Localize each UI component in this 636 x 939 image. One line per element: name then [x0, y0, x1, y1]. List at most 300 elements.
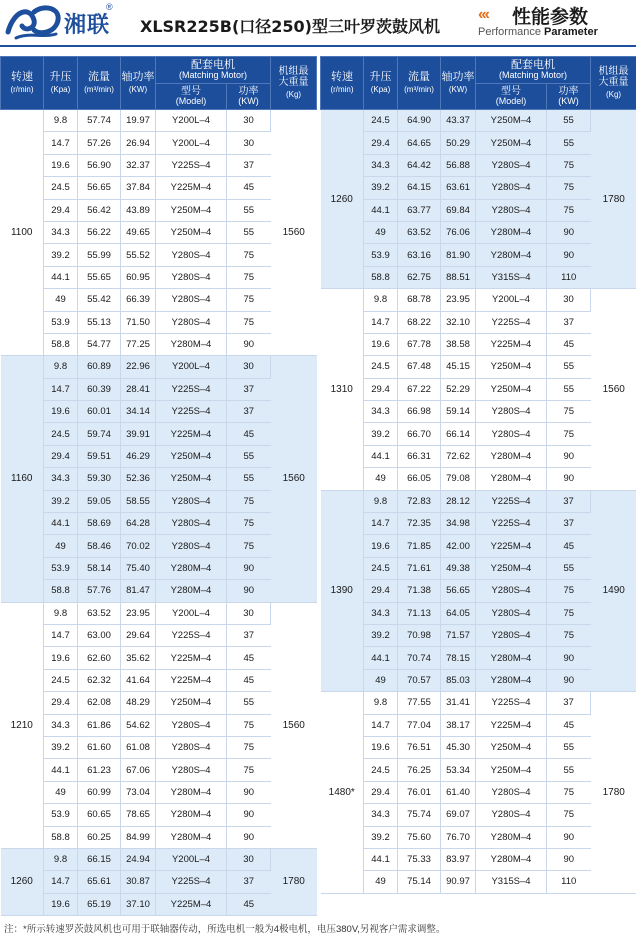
cell-flow: 63.52	[398, 221, 441, 243]
cell-weight: 1560	[271, 110, 317, 356]
table-row	[1, 289, 317, 311]
table-row	[1, 266, 317, 288]
cell-motor-power: 75	[227, 311, 271, 333]
cell-pressure: 19.6	[364, 736, 398, 758]
cell-flow: 72.35	[398, 513, 441, 535]
cell-motor-model: Y280S–4	[156, 714, 227, 736]
cell-flow: 67.22	[398, 378, 441, 400]
cell-shaft-power: 29.64	[121, 624, 156, 646]
cell-shaft-power: 53.34	[441, 759, 476, 781]
cell-weight: 1560	[591, 289, 636, 491]
cell-motor-model: Y200L–4	[156, 110, 227, 132]
cell-shaft-power: 78.65	[121, 804, 156, 826]
cell-flow: 55.42	[78, 289, 121, 311]
cell-pressure: 19.6	[44, 154, 78, 176]
cell-shaft-power: 66.39	[121, 289, 156, 311]
cell-shaft-power: 71.50	[121, 311, 156, 333]
col-speed: 转速 (r/min)	[1, 57, 44, 110]
cell-pressure: 29.4	[364, 781, 398, 803]
cell-motor-power: 75	[227, 759, 271, 781]
cell-motor-power: 55	[227, 445, 271, 467]
cell-motor-power: 45	[547, 535, 591, 557]
cell-motor-model: Y250M–4	[476, 378, 547, 400]
cell-flow: 70.98	[398, 624, 441, 646]
cell-pressure: 58.8	[44, 826, 78, 848]
cell-motor-power: 75	[547, 154, 591, 176]
cell-pressure: 34.3	[364, 401, 398, 423]
cell-flow: 71.13	[398, 602, 441, 624]
cell-motor-model: Y250M–4	[156, 221, 227, 243]
cell-motor-power: 37	[227, 624, 271, 646]
cell-pressure: 39.2	[364, 826, 398, 848]
table-row	[1, 110, 317, 132]
table-row	[1, 423, 317, 445]
cell-motor-power: 45	[227, 669, 271, 691]
table-row	[321, 468, 636, 490]
cell-motor-model: Y280M–4	[156, 804, 227, 826]
cell-motor-power: 90	[547, 848, 591, 870]
cell-flow: 56.42	[78, 199, 121, 221]
cell-speed: 1160	[1, 356, 44, 602]
cell-pressure: 29.4	[44, 445, 78, 467]
cell-motor-power: 90	[547, 244, 591, 266]
cell-motor-power: 90	[227, 781, 271, 803]
cell-shaft-power: 54.62	[121, 714, 156, 736]
cell-shaft-power: 42.00	[441, 535, 476, 557]
table-row	[321, 378, 636, 400]
cell-flow: 59.05	[78, 490, 121, 512]
cell-flow: 60.01	[78, 401, 121, 423]
cell-flow: 77.04	[398, 714, 441, 736]
performance-table-right	[320, 56, 636, 894]
col-power: 功率 (KW)	[547, 84, 591, 110]
col-pressure: 升压 (Kpa)	[364, 57, 398, 110]
cell-motor-power: 45	[227, 423, 271, 445]
table-row	[321, 423, 636, 445]
brand-logo-icon	[4, 2, 64, 42]
cell-motor-power: 30	[227, 110, 271, 132]
cell-motor-model: Y280M–4	[476, 468, 547, 490]
cell-shaft-power: 58.55	[121, 490, 156, 512]
cell-flow: 70.74	[398, 647, 441, 669]
cell-motor-power: 75	[547, 401, 591, 423]
cell-flow: 67.78	[398, 333, 441, 355]
cell-shaft-power: 73.04	[121, 781, 156, 803]
table-row	[1, 624, 317, 646]
col-power: 功率 (KW)	[227, 84, 271, 110]
cell-pressure: 34.3	[364, 154, 398, 176]
cell-flow: 75.33	[398, 848, 441, 870]
cell-motor-model: Y280S–4	[476, 580, 547, 602]
cell-motor-model: Y250M–4	[476, 356, 547, 378]
cell-flow: 56.65	[78, 177, 121, 199]
cell-flow: 66.98	[398, 401, 441, 423]
table-row	[321, 132, 636, 154]
cell-motor-model: Y280M–4	[476, 445, 547, 467]
cell-flow: 67.48	[398, 356, 441, 378]
cell-flow: 61.23	[78, 759, 121, 781]
cell-pressure: 58.8	[44, 580, 78, 602]
cell-motor-power: 55	[547, 736, 591, 758]
cell-pressure: 49	[364, 468, 398, 490]
cell-motor-power: 30	[227, 356, 271, 378]
table-row	[321, 333, 636, 355]
cell-shaft-power: 69.07	[441, 804, 476, 826]
cell-flow: 55.65	[78, 266, 121, 288]
table-row	[1, 199, 317, 221]
cell-shaft-power: 24.94	[121, 848, 156, 870]
cell-motor-model: Y280M–4	[156, 580, 227, 602]
cell-shaft-power: 56.65	[441, 580, 476, 602]
cell-flow: 55.99	[78, 244, 121, 266]
cell-motor-model: Y225M–4	[156, 893, 227, 915]
cell-flow: 62.32	[78, 669, 121, 691]
cell-motor-model: Y250M–4	[156, 692, 227, 714]
cell-shaft-power: 50.29	[441, 132, 476, 154]
cell-weight: 1780	[591, 110, 636, 289]
cell-flow: 62.75	[398, 266, 441, 288]
cell-shaft-power: 71.57	[441, 624, 476, 646]
col-model: 型号 (Model)	[156, 84, 227, 110]
table-row	[1, 177, 317, 199]
cell-motor-power: 30	[227, 132, 271, 154]
cell-flow: 58.46	[78, 535, 121, 557]
cell-pressure: 29.4	[44, 692, 78, 714]
cell-motor-model: Y280S–4	[156, 244, 227, 266]
table-row	[1, 333, 317, 355]
cell-flow: 62.08	[78, 692, 121, 714]
cell-shaft-power: 43.37	[441, 110, 476, 132]
cell-flow: 68.78	[398, 289, 441, 311]
table-row	[1, 221, 317, 243]
table-row	[321, 244, 636, 266]
cell-shaft-power: 66.14	[441, 423, 476, 445]
cell-pressure: 14.7	[364, 513, 398, 535]
cell-shaft-power: 61.08	[121, 736, 156, 758]
table-row	[321, 580, 636, 602]
cell-shaft-power: 64.05	[441, 602, 476, 624]
table-row	[1, 893, 317, 915]
cell-pressure: 53.9	[44, 804, 78, 826]
cell-motor-model: Y250M–4	[156, 445, 227, 467]
cell-weight: 1780	[591, 692, 636, 894]
cell-motor-power: 75	[547, 580, 591, 602]
table-row	[1, 759, 317, 781]
cell-flow: 75.74	[398, 804, 441, 826]
table-row	[1, 871, 317, 893]
table-row	[321, 445, 636, 467]
col-flow: 流量 (m³/min)	[78, 57, 121, 110]
cell-motor-power: 37	[227, 378, 271, 400]
section-title-cn: 性能参数	[512, 6, 589, 28]
cell-flow: 70.57	[398, 669, 441, 691]
cell-motor-model: Y225M–4	[476, 714, 547, 736]
cell-flow: 61.60	[78, 736, 121, 758]
cell-flow: 65.61	[78, 871, 121, 893]
cell-pressure: 24.5	[44, 423, 78, 445]
cell-speed: 1210	[1, 602, 44, 848]
cell-motor-model: Y225S–4	[476, 513, 547, 535]
cell-shaft-power: 84.99	[121, 826, 156, 848]
cell-speed: 1480*	[321, 692, 364, 894]
cell-pressure: 24.5	[364, 557, 398, 579]
cell-motor-model: Y225S–4	[156, 624, 227, 646]
cell-pressure: 49	[364, 221, 398, 243]
cell-motor-power: 75	[227, 513, 271, 535]
cell-motor-model: Y225S–4	[156, 154, 227, 176]
cell-flow: 76.51	[398, 736, 441, 758]
table-row	[321, 177, 636, 199]
cell-pressure: 39.2	[44, 244, 78, 266]
cell-motor-model: Y200L–4	[156, 356, 227, 378]
cell-pressure: 44.1	[44, 759, 78, 781]
cell-speed: 1260	[321, 110, 364, 289]
cell-shaft-power: 23.95	[441, 289, 476, 311]
page-title: XLSR225B(口径250)型三叶罗茨鼓风机	[140, 17, 440, 36]
table-row	[321, 557, 636, 579]
table-row	[1, 154, 317, 176]
cell-motor-power: 90	[547, 826, 591, 848]
cell-motor-model: Y250M–4	[476, 736, 547, 758]
col-motor: 配套电机 (Matching Motor)	[476, 57, 591, 84]
table-row	[321, 804, 636, 826]
table-row	[1, 714, 317, 736]
cell-speed: 1390	[321, 490, 364, 692]
table-body-right	[321, 110, 636, 894]
cell-pressure: 19.6	[44, 893, 78, 915]
cell-motor-power: 90	[227, 804, 271, 826]
cell-pressure: 14.7	[44, 132, 78, 154]
cell-flow: 63.52	[78, 602, 121, 624]
cell-shaft-power: 32.10	[441, 311, 476, 333]
cell-motor-model: Y200L–4	[156, 132, 227, 154]
cell-flow: 68.22	[398, 311, 441, 333]
cell-motor-power: 75	[227, 289, 271, 311]
cell-shaft-power: 34.14	[121, 401, 156, 423]
table-row	[321, 401, 636, 423]
cell-motor-model: Y225S–4	[476, 490, 547, 512]
cell-flow: 77.55	[398, 692, 441, 714]
cell-pressure: 34.3	[364, 804, 398, 826]
page-header	[0, 0, 636, 46]
cell-shaft-power: 28.12	[441, 490, 476, 512]
cell-flow: 76.01	[398, 781, 441, 803]
cell-motor-power: 37	[227, 154, 271, 176]
table-row	[1, 826, 317, 848]
cell-pressure: 19.6	[44, 647, 78, 669]
cell-motor-power: 55	[227, 199, 271, 221]
cell-flow: 76.25	[398, 759, 441, 781]
cell-shaft-power: 28.41	[121, 378, 156, 400]
cell-motor-power: 90	[227, 557, 271, 579]
table-row	[1, 513, 317, 535]
cell-shaft-power: 79.08	[441, 468, 476, 490]
cell-motor-model: Y280M–4	[156, 557, 227, 579]
table-row	[321, 490, 636, 512]
cell-flow: 66.15	[78, 848, 121, 870]
table-row	[321, 714, 636, 736]
cell-motor-power: 75	[227, 535, 271, 557]
brand-logo	[4, 2, 116, 42]
cell-speed: 1260	[1, 848, 44, 915]
cell-pressure: 39.2	[364, 177, 398, 199]
cell-pressure: 44.1	[364, 199, 398, 221]
cell-flow: 59.30	[78, 468, 121, 490]
cell-shaft-power: 39.91	[121, 423, 156, 445]
cell-shaft-power: 67.06	[121, 759, 156, 781]
cell-shaft-power: 81.47	[121, 580, 156, 602]
cell-flow: 63.16	[398, 244, 441, 266]
cell-flow: 56.90	[78, 154, 121, 176]
cell-pressure: 24.5	[44, 177, 78, 199]
cell-flow: 64.90	[398, 110, 441, 132]
cell-flow: 66.31	[398, 445, 441, 467]
table-row	[1, 311, 317, 333]
cell-pressure: 58.8	[44, 333, 78, 355]
cell-motor-model: Y225S–4	[156, 378, 227, 400]
cell-motor-power: 110	[547, 266, 591, 288]
cell-pressure: 34.3	[44, 221, 78, 243]
cell-flow: 60.39	[78, 378, 121, 400]
col-weight: 机组最 大重量 (Kg)	[591, 57, 636, 110]
cell-motor-model: Y225S–4	[476, 692, 547, 714]
cell-shaft-power: 70.02	[121, 535, 156, 557]
cell-pressure: 29.4	[364, 132, 398, 154]
cell-flow: 60.65	[78, 804, 121, 826]
cell-pressure: 9.8	[364, 289, 398, 311]
cell-shaft-power: 60.95	[121, 266, 156, 288]
cell-motor-model: Y225M–4	[156, 669, 227, 691]
table-row	[1, 132, 317, 154]
col-speed: 转速 (r/min)	[321, 57, 364, 110]
cell-pressure: 24.5	[364, 110, 398, 132]
cell-shaft-power: 37.84	[121, 177, 156, 199]
cell-motor-power: 75	[227, 244, 271, 266]
cell-motor-power: 90	[547, 468, 591, 490]
cell-pressure: 53.9	[44, 557, 78, 579]
cell-pressure: 49	[44, 781, 78, 803]
section-title-en: Performance Parameter	[478, 26, 598, 38]
cell-shaft-power: 45.30	[441, 736, 476, 758]
cell-motor-model: Y250M–4	[156, 468, 227, 490]
cell-motor-power: 55	[547, 110, 591, 132]
cell-motor-power: 75	[227, 490, 271, 512]
cell-motor-power: 45	[227, 647, 271, 669]
cell-motor-power: 110	[547, 871, 591, 893]
col-pressure: 升压 (Kpa)	[44, 57, 78, 110]
cell-motor-model: Y280S–4	[476, 781, 547, 803]
cell-flow: 57.26	[78, 132, 121, 154]
cell-pressure: 58.8	[364, 266, 398, 288]
table-row	[321, 221, 636, 243]
cell-pressure: 39.2	[364, 624, 398, 646]
cell-shaft-power: 61.40	[441, 781, 476, 803]
cell-pressure: 19.6	[364, 535, 398, 557]
table-row	[1, 580, 317, 602]
cell-motor-model: Y250M–4	[476, 557, 547, 579]
cell-flow: 64.65	[398, 132, 441, 154]
cell-motor-model: Y225M–4	[476, 333, 547, 355]
cell-shaft-power: 64.28	[121, 513, 156, 535]
cell-pressure: 39.2	[364, 423, 398, 445]
table-row	[1, 535, 317, 557]
cell-motor-power: 90	[227, 580, 271, 602]
cell-motor-model: Y280S–4	[156, 311, 227, 333]
cell-pressure: 19.6	[364, 333, 398, 355]
table-row	[1, 468, 317, 490]
table-row	[321, 199, 636, 221]
cell-pressure: 49	[44, 535, 78, 557]
table-row	[1, 557, 317, 579]
table-row	[1, 401, 317, 423]
cell-motor-model: Y250M–4	[156, 199, 227, 221]
cell-shaft-power: 35.62	[121, 647, 156, 669]
table-row	[321, 647, 636, 669]
cell-motor-model: Y225S–4	[156, 871, 227, 893]
cell-motor-power: 55	[227, 692, 271, 714]
cell-motor-model: Y225M–4	[156, 423, 227, 445]
cell-flow: 60.99	[78, 781, 121, 803]
cell-shaft-power: 49.65	[121, 221, 156, 243]
cell-pressure: 9.8	[44, 356, 78, 378]
cell-motor-model: Y280S–4	[476, 401, 547, 423]
table-row	[1, 647, 317, 669]
cell-shaft-power: 75.40	[121, 557, 156, 579]
cell-flow: 75.60	[398, 826, 441, 848]
cell-pressure: 9.8	[44, 602, 78, 624]
cell-pressure: 29.4	[364, 580, 398, 602]
cell-motor-power: 90	[227, 826, 271, 848]
cell-weight: 1560	[271, 356, 317, 602]
table-row	[1, 736, 317, 758]
cell-motor-power: 30	[547, 289, 591, 311]
table-row	[1, 490, 317, 512]
cell-speed: 1100	[1, 110, 44, 356]
cell-motor-model: Y280S–4	[156, 535, 227, 557]
table-row	[321, 826, 636, 848]
cell-shaft-power: 22.96	[121, 356, 156, 378]
cell-pressure: 34.3	[44, 714, 78, 736]
cell-motor-model: Y225S–4	[476, 311, 547, 333]
cell-shaft-power: 38.17	[441, 714, 476, 736]
cell-shaft-power: 55.52	[121, 244, 156, 266]
cell-motor-power: 55	[547, 356, 591, 378]
cell-motor-power: 75	[227, 714, 271, 736]
cell-motor-power: 75	[547, 423, 591, 445]
cell-motor-model: Y250M–4	[476, 132, 547, 154]
table-row	[321, 513, 636, 535]
cell-pressure: 49	[44, 289, 78, 311]
cell-shaft-power: 48.29	[121, 692, 156, 714]
cell-pressure: 53.9	[364, 244, 398, 266]
cell-motor-model: Y280S–4	[476, 199, 547, 221]
cell-shaft-power: 76.70	[441, 826, 476, 848]
cell-flow: 60.25	[78, 826, 121, 848]
cell-weight: 1490	[591, 490, 636, 692]
cell-shaft-power: 88.51	[441, 266, 476, 288]
cell-pressure: 9.8	[44, 848, 78, 870]
cell-motor-power: 55	[547, 378, 591, 400]
cell-pressure: 14.7	[44, 871, 78, 893]
brand-registered-mark: ®	[106, 2, 113, 12]
cell-motor-power: 90	[547, 669, 591, 691]
cell-motor-power: 75	[547, 177, 591, 199]
cell-motor-model: Y280S–4	[476, 602, 547, 624]
cell-motor-power: 30	[227, 848, 271, 870]
table-row	[321, 669, 636, 691]
cell-shaft-power: 83.97	[441, 848, 476, 870]
cell-flow: 71.38	[398, 580, 441, 602]
